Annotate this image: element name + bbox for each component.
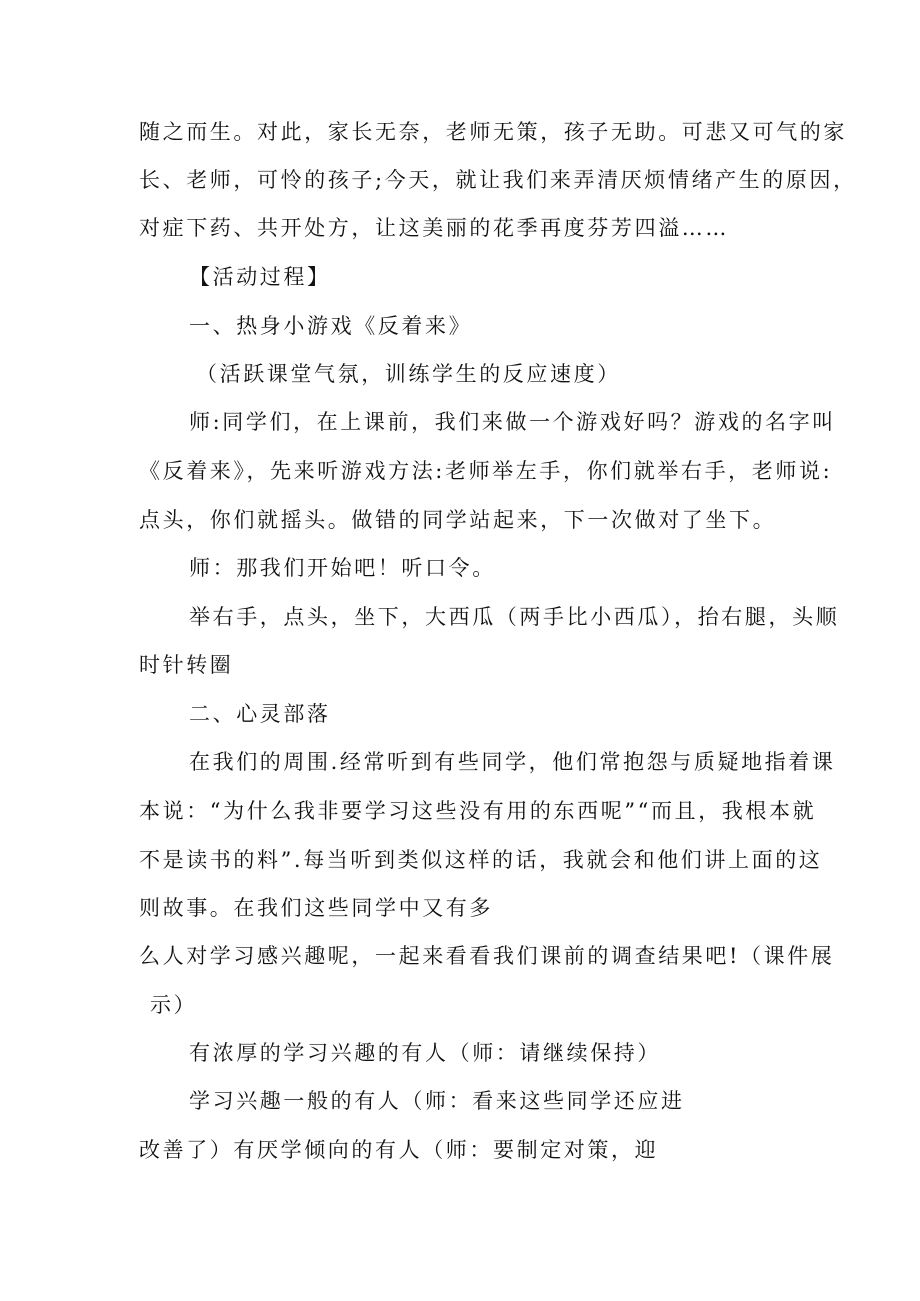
text-line: 对症下药、共开处方，让这美丽的花季再度芬芳四溢…… (139, 216, 729, 240)
text-line: 时针转圈 (139, 653, 234, 677)
text-line: 《反着来》，先来听游戏方法:老师举左手，你们就举右手，老师说: (139, 459, 833, 483)
text-line: 本说：“为什么我非要学习这些没有用的东西呢”“而且，我根本就 (139, 799, 817, 823)
text-line: 有浓厚的学习兴趣的有人（师：请继续保持） (189, 1041, 661, 1065)
text-line: 长、老师，可怜的孩子;今天，就让我们来弄清厌烦情绪产生的原因， (139, 168, 857, 192)
section-heading-activity-process: 【活动过程】 (189, 265, 331, 289)
text-line: 师：那我们开始吧！听口令。 (189, 556, 496, 580)
section-heading-heart-tribe: 二、心灵部落 (189, 702, 331, 726)
text-line: 示） (150, 993, 198, 1017)
text-line: 随之而生。对此，家长无奈，老师无策，孩子无助。可悲又可气的家 (139, 120, 847, 144)
text-line: 点头，你们就摇头。做错的同学站起来，下一次做对了坐下。 (139, 508, 777, 532)
text-line: 改善了）有厌学倾向的有人（师：要制定对策，迎 (139, 1138, 659, 1162)
text-line: （活跃课堂气氛，训练学生的反应速度） (196, 362, 621, 386)
text-line: 不是读书的料”.每当听到类似这样的话，我就会和他们讲上面的这 (139, 848, 823, 872)
text-line: 则故事。在我们这些同学中又有多 (139, 896, 493, 920)
text-line: 在我们的周围.经常听到有些同学，他们常抱怨与质疑地指着课 (189, 750, 836, 774)
text-line: 举右手，点头，坐下，大西瓜（两手比小西瓜），抬右腿，头顺 (189, 605, 840, 629)
text-line: 师:同学们，在上课前，我们来做一个游戏好吗？游戏的名字叫 (189, 410, 836, 434)
text-line: 学习兴趣一般的有人（师：看来这些同学还应进 (189, 1089, 685, 1113)
section-heading-warmup-game: 一、热身小游戏《反着来》 (189, 314, 473, 338)
text-line: 么人对学习感兴趣呢，一起来看看我们课前的调查结果吧!（课件展 (139, 944, 835, 968)
